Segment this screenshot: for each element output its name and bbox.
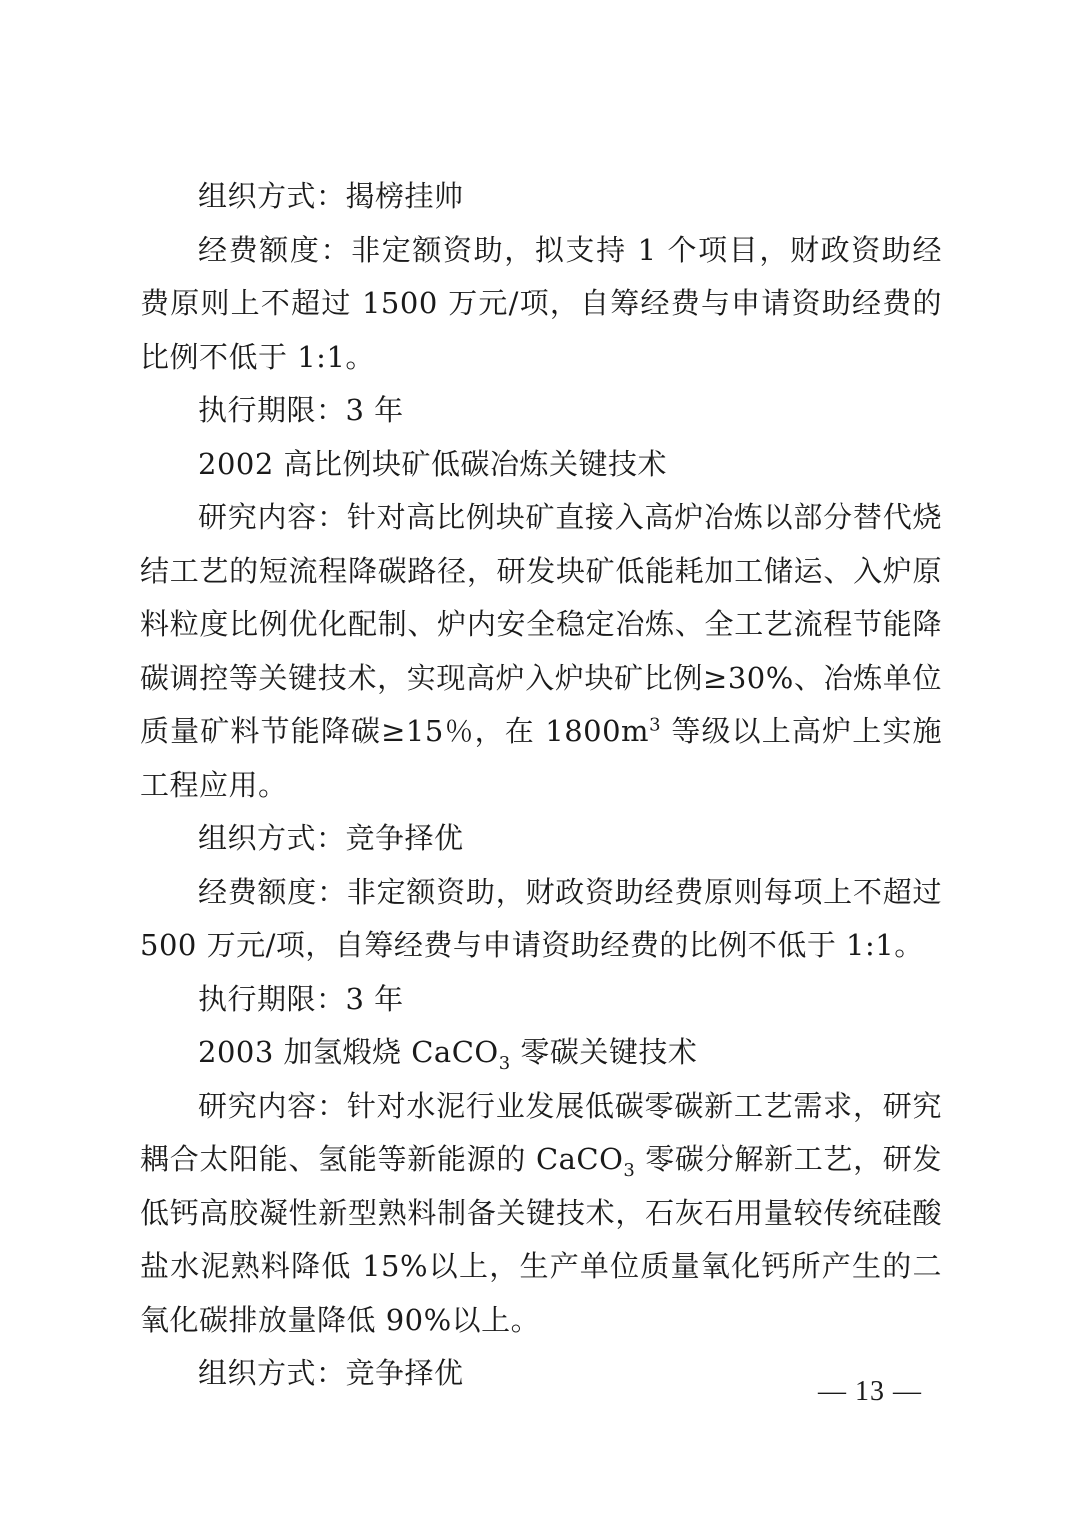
research-2002-text: 研究内容：针对高比例块矿直接入高炉冶炼以部分替代烧结工艺的短流程降碳路径，研发块矿低能耗加工储运、入炉原料粒度比例优化配制、炉内安全稳定冶炼、全工艺流程节能降碳调控等关键技术，实现高炉入炉块矿比例≥30%、冶炼单位质量矿料节能降碳≥15％，在 1800m [140, 500, 942, 748]
paragraph-org-method-1: 组织方式：揭榜挂帅 [198, 179, 464, 213]
research-2003-tail: 零碳分解新工艺，研发低钙高胶凝性新型熟料制备关键技术，石灰石用量较传统硅酸盐水泥熟料降低 15%以上，生产单位质量氧化钙所产生的二氧化碳排放量降低 90%以上。 [140, 1142, 942, 1337]
page-number: — 13 — [818, 1376, 922, 1407]
paragraph-research-2003 [140, 1080, 942, 1348]
research-2003-text: 研究内容：针对水泥行业发展低碳零碳新工艺需求，研究耦合太阳能、氢能等新能源的 CaCO [140, 1088, 942, 1176]
research-2002-tail: 等级以上高炉上实施工程应用。 [140, 714, 942, 802]
section-heading-2002: 2002 高比例块矿低碳冶炼关键技术 [198, 446, 668, 481]
document-body [140, 170, 942, 1401]
paragraph-research-2002 [140, 491, 942, 812]
subscript-3: 3 [623, 1159, 636, 1181]
subscript-3: 3 [498, 1052, 511, 1074]
heading-2003-text: 2003 加氢煅烧 CaCO [198, 1035, 499, 1069]
paragraph-period-1: 执行期限：3 年 [198, 393, 404, 427]
paragraph-funding-2: 经费额度：非定额资助，财政资助经费原则每项上不超过 500 万元/项，自筹经费与申请资助经费的比例不低于 1:1。 [140, 874, 942, 962]
paragraph-funding-1: 经费额度：非定额资助，拟支持 1 个项目，财政资助经费原则上不超过 1500 万元/项，自筹经费与申请资助经费的比例不低于 1:1。 [140, 232, 942, 374]
paragraph-org-method-2: 组织方式：竞争择优 [198, 821, 464, 855]
superscript-3: 3 [649, 714, 661, 736]
heading-2003-tail: 零碳关键技术 [510, 1035, 698, 1069]
paragraph-period-2: 执行期限：3 年 [198, 981, 404, 1016]
section-heading-2003 [140, 1026, 942, 1080]
paragraph-org-method-3: 组织方式：竞争择优 [198, 1356, 464, 1390]
